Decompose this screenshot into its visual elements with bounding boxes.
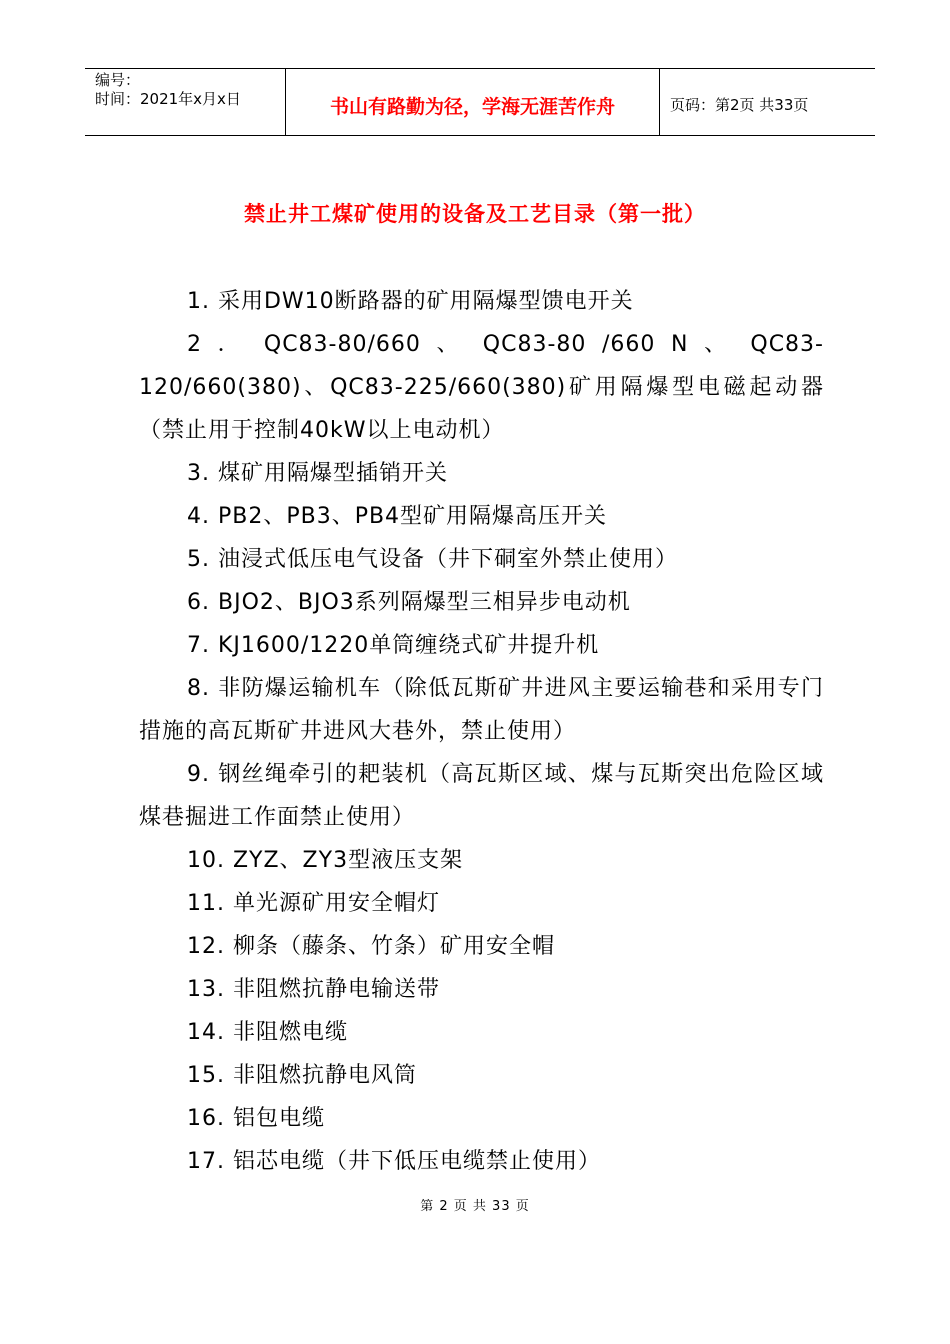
list-item: 15. 非阻燃抗静电风筒 <box>187 1063 417 1088</box>
list-item: 6. BJO2、BJO3系列隔爆型三相异步电动机 <box>187 590 631 615</box>
page-footer: 第 2 页 共 33 页 <box>420 1199 530 1214</box>
list-item: 8. 非防爆运输机车（除低瓦斯矿井进风主要运输巷和采用专门措施的高瓦斯矿井进风大巷外，禁止使用） <box>139 676 824 744</box>
header-time-label: 时间：2021年x月x日 <box>95 90 241 108</box>
list-item: 14. 非阻燃电缆 <box>187 1020 348 1045</box>
document-body <box>139 280 824 1183</box>
list-item: 5. 油浸式低压电气设备（井下硐室外禁止使用） <box>187 547 678 572</box>
list-item: 2 ． QC83-80/660 、 QC83-80 /660 N 、 QC83-120/660(380)、QC83-225/660(380)矿用隔爆型电磁起动器（禁止用于控制40kW以上电动机） <box>139 332 824 443</box>
header-page-info: 页码：第2页 共33页 <box>670 95 809 114</box>
list-item: 4. PB2、PB3、PB4型矿用隔爆高压开关 <box>187 504 608 529</box>
list-item: 11. 单光源矿用安全帽灯 <box>187 891 440 916</box>
list-item: 12. 柳条（藤条、竹条）矿用安全帽 <box>187 934 555 959</box>
page-header <box>85 68 875 136</box>
header-motto: 书山有路勤为径，学海无涯苦作舟 <box>286 69 660 135</box>
list-item: 7. KJ1600/1220单筒缠绕式矿井提升机 <box>187 633 600 658</box>
list-item: 9. 钢丝绳牵引的耙装机（高瓦斯区域、煤与瓦斯突出危险区域煤巷掘进工作面禁止使用） <box>139 762 824 830</box>
list-item: 16. 铝包电缆 <box>187 1106 325 1131</box>
list-item: 3. 煤矿用隔爆型插销开关 <box>187 461 448 486</box>
header-meta <box>85 69 286 135</box>
header-number-label: 编号： <box>95 71 141 89</box>
list-item: 1. 采用DW10断路器的矿用隔爆型馈电开关 <box>187 289 634 314</box>
list-item: 17. 铝芯电缆（井下低压电缆禁止使用） <box>187 1149 601 1174</box>
document-title: 禁止井工煤矿使用的设备及工艺目录（第一批） <box>244 202 706 226</box>
list-item: 13. 非阻燃抗静电输送带 <box>187 977 440 1002</box>
list-item: 10. ZYZ、ZY3型液压支架 <box>187 848 464 873</box>
